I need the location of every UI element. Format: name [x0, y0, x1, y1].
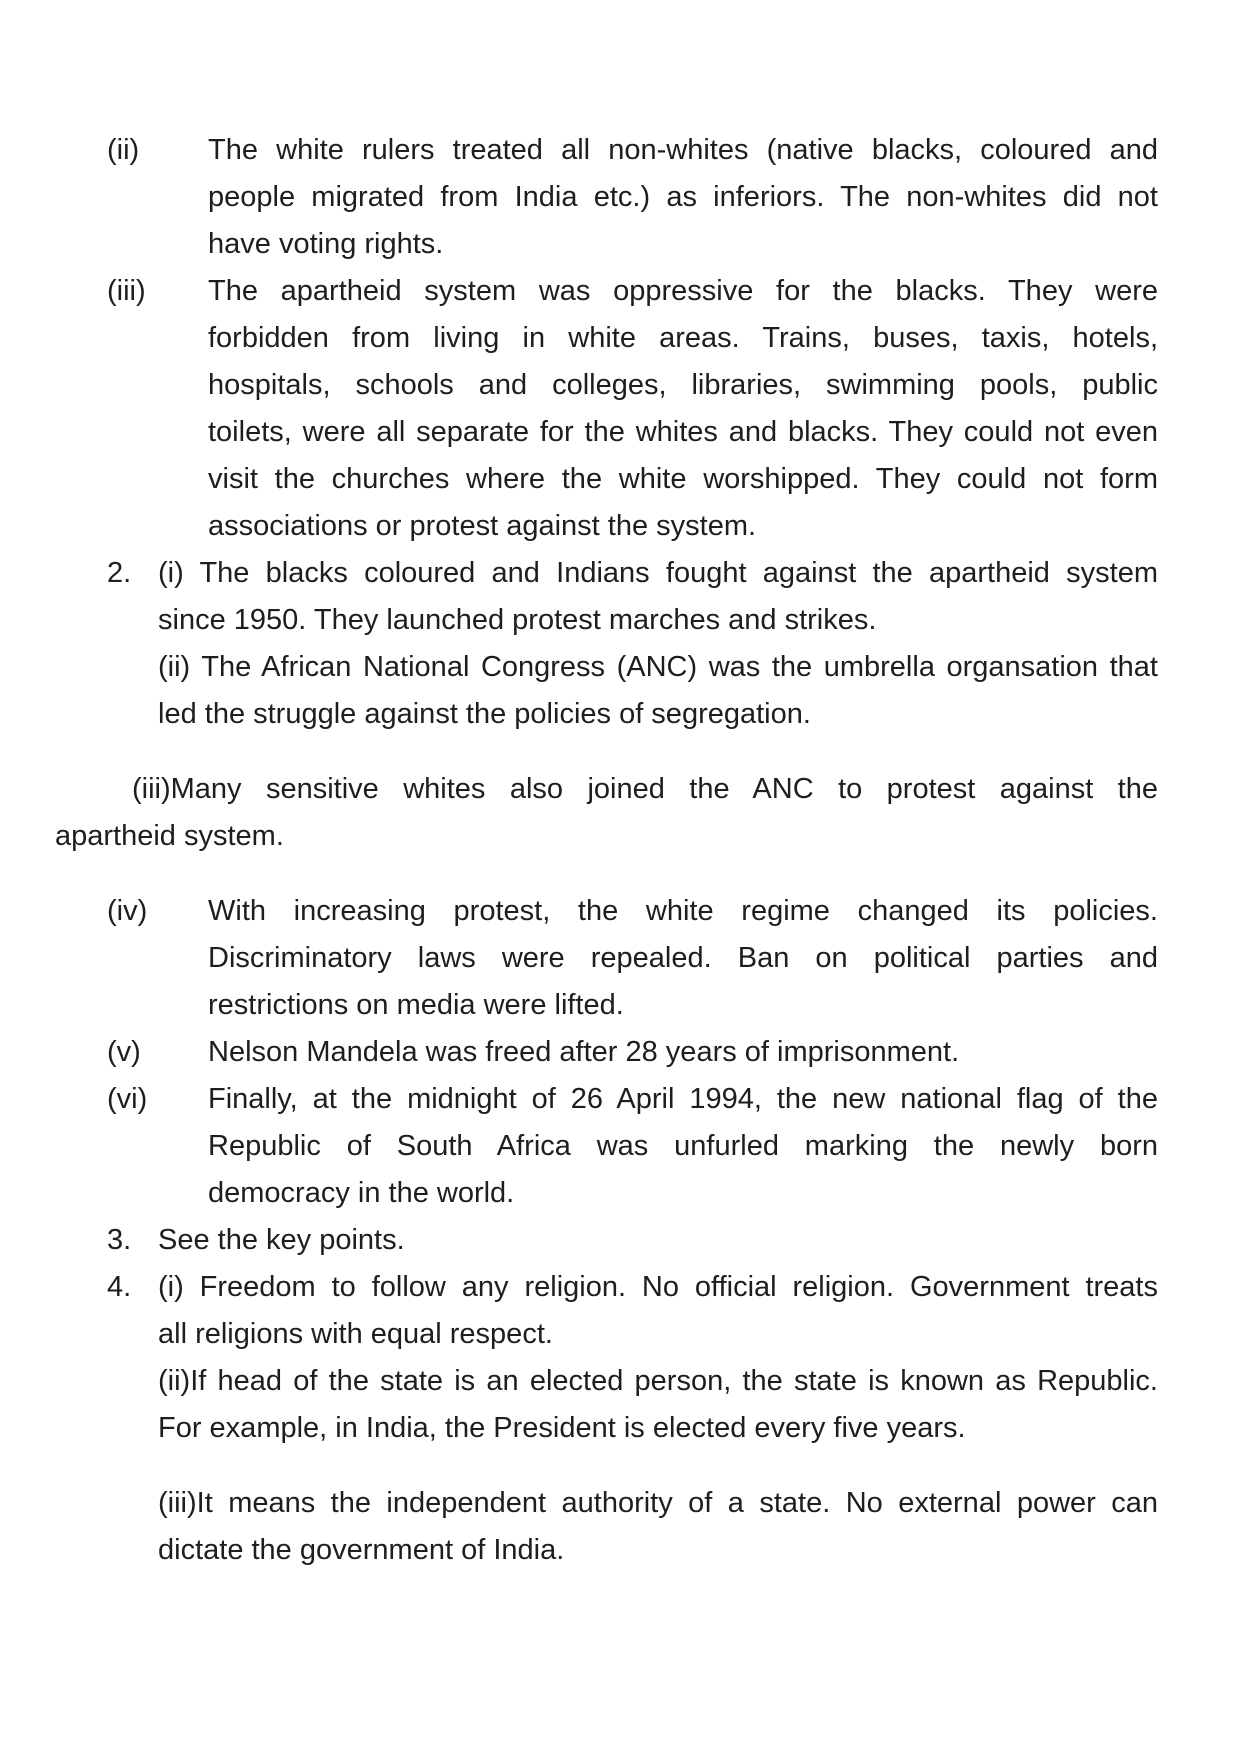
text-line: With increasing protest, the white regime changed its policies. — [208, 895, 1158, 927]
item-label-vi: (vi) — [107, 1083, 148, 1115]
text-line: For example, in India, the President is elected every five years. — [158, 1412, 966, 1444]
text-line: associations or protest against the system. — [208, 510, 757, 542]
item-label-iii: (iii) — [107, 275, 146, 307]
text-line: The apartheid system was oppressive for the blacks. They were — [208, 275, 1158, 307]
text-line: Finally, at the midnight of 26 April 1994, the new national flag of the — [208, 1083, 1158, 1115]
question-number-4: 4. — [107, 1271, 132, 1303]
item-label-iv: (iv) — [107, 895, 148, 927]
text-line: Republic of South Africa was unfurled marking the newly born — [208, 1130, 1158, 1162]
text-line: forbidden from living in white areas. Trains, buses, taxis, hotels, — [208, 322, 1158, 354]
text-line: (ii) The African National Congress (ANC) was the umbrella organsation that — [158, 651, 1158, 683]
text-line: hospitals, schools and colleges, libraries, swimming pools, public — [208, 369, 1158, 401]
text-line: (i) The blacks coloured and Indians fought against the apartheid system — [158, 557, 1158, 589]
text-line: led the struggle against the policies of segregation. — [158, 698, 811, 730]
text-line: (iii)It means the independent authority of a state. No external power can — [158, 1487, 1158, 1519]
text-line: toilets, were all separate for the whites and blacks. They could not even — [208, 416, 1158, 448]
text-line: since 1950. They launched protest marches and strikes. — [158, 604, 877, 636]
text-line: (i) Freedom to follow any religion. No official religion. Government treats — [158, 1271, 1158, 1303]
text-line: dictate the government of India. — [158, 1534, 565, 1566]
text-line: (ii)If head of the state is an elected person, the state is known as Republic. — [158, 1365, 1158, 1397]
text-line: restrictions on media were lifted. — [208, 989, 624, 1021]
question-number-3: 3. — [107, 1224, 132, 1256]
text-line: have voting rights. — [208, 228, 444, 260]
question-number-2: 2. — [107, 557, 132, 589]
text-line: people migrated from India etc.) as inferiors. The non-whites did not — [208, 181, 1158, 213]
text-line: all religions with equal respect. — [158, 1318, 553, 1350]
item-label-v: (v) — [107, 1036, 141, 1068]
item-label-ii: (ii) — [107, 134, 140, 166]
text-line: visit the churches where the white worshipped. They could not form — [208, 463, 1158, 495]
text-line: apartheid system. — [55, 820, 284, 852]
text-line: (iii)Many sensitive whites also joined the ANC to protest against the — [132, 773, 1158, 805]
text-line: Nelson Mandela was freed after 28 years of imprisonment. — [208, 1036, 960, 1068]
text-line: The white rulers treated all non-whites (native blacks, coloured and — [208, 134, 1158, 166]
text-line: See the key points. — [158, 1224, 405, 1256]
text-line: Discriminatory laws were repealed. Ban on political parties and — [208, 942, 1158, 974]
text-line: democracy in the world. — [208, 1177, 515, 1209]
